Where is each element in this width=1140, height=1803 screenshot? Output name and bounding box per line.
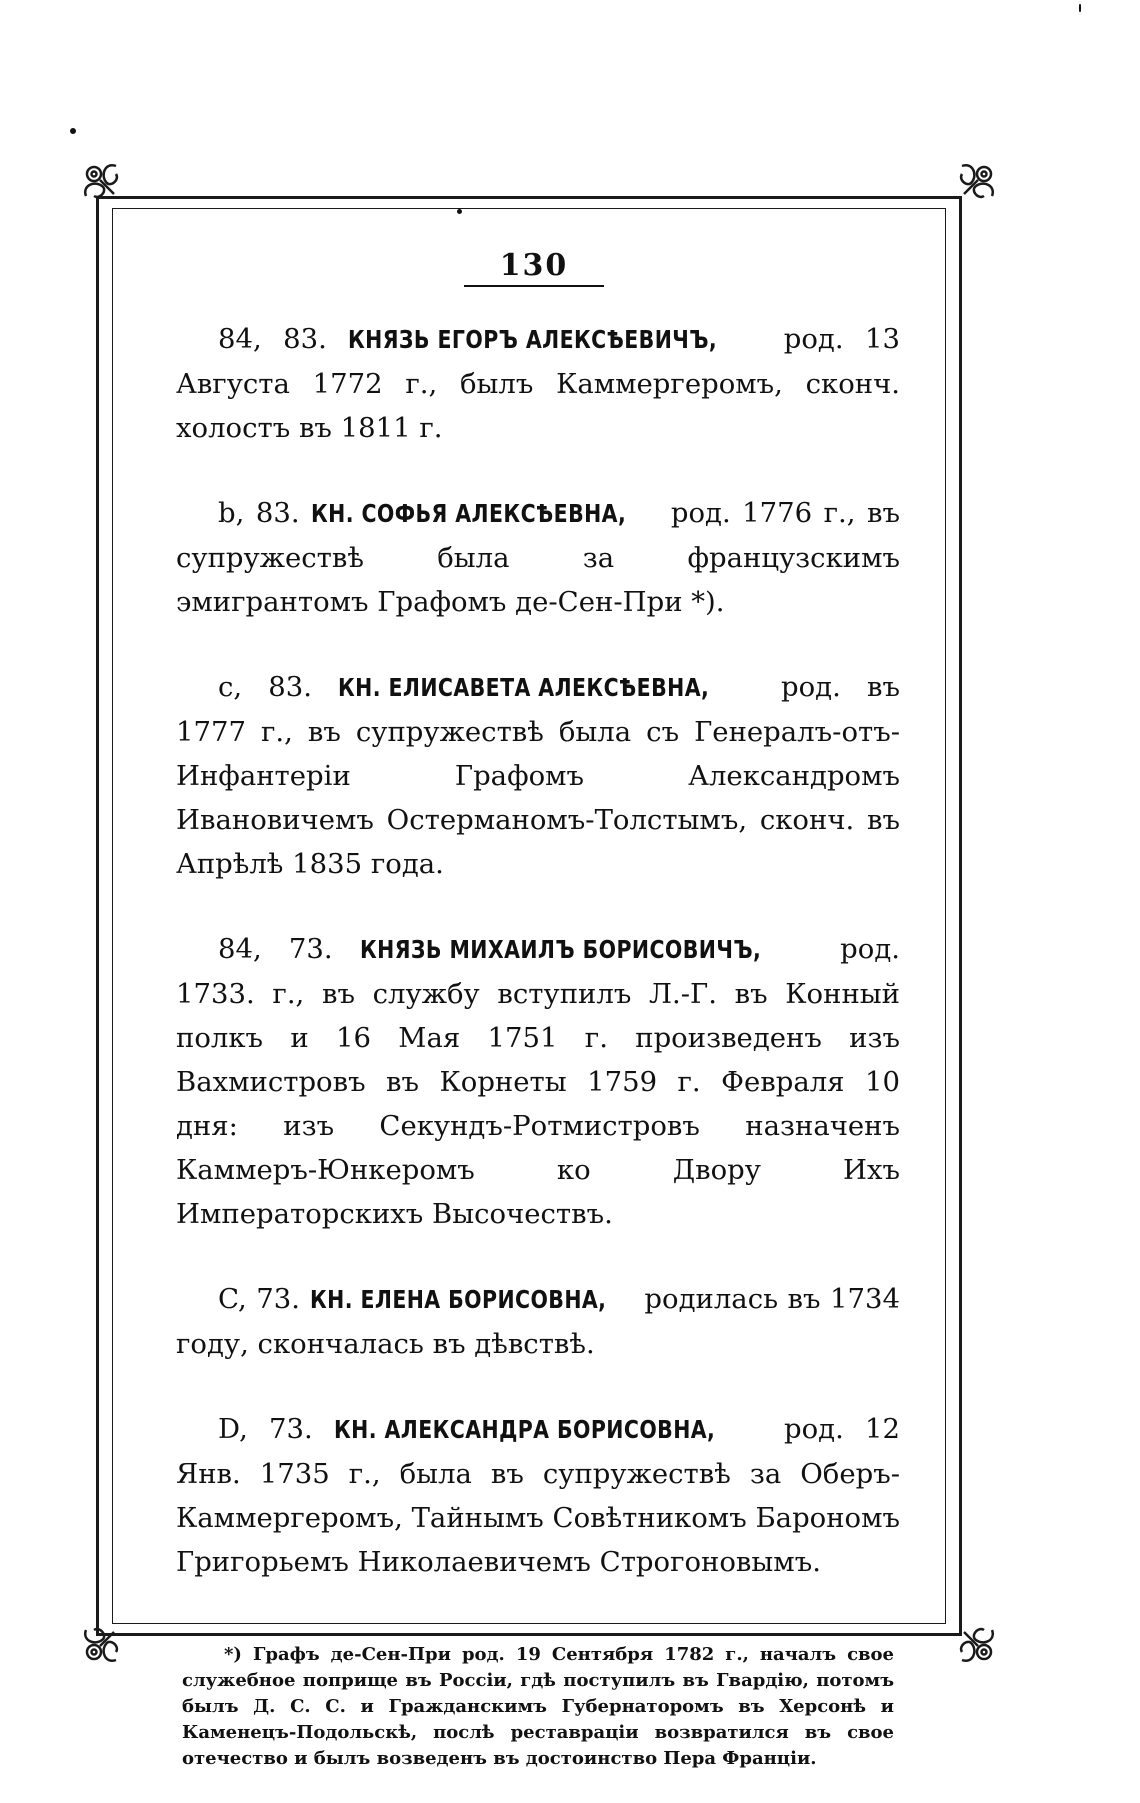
genealogy-entry [176, 665, 900, 886]
genealogy-entry [176, 1407, 900, 1584]
entry-number: C, 73. [218, 1283, 301, 1315]
corner-ornament-icon [80, 1596, 150, 1666]
genealogy-entry [176, 317, 900, 450]
entry-text: род. 1733. г., въ службу вступилъ Л.-Г. въ Конный полкъ и 16 Мая 1751 г. произведенъ изъ Вахмистровъ въ Корнеты 1759 г. Февраля 10 дня: изъ Секундъ-Ротмистровъ назначенъ Каммеръ-Юнкеромъ ко Двору Ихъ Императорскихъ Высочествъ. [176, 933, 901, 1230]
page-content [176, 248, 900, 1790]
scan-speck [70, 128, 76, 134]
entry-text: родилась въ 1734 году, скончалась въ дѣвствѣ. [176, 1283, 900, 1360]
entry-name: КНЯЗЬ МИХАИЛЪ БОРИСОВИЧЪ, [359, 935, 761, 964]
entry-text: род. 1776 г., въ супружествѣ была за французскимъ эмигрантомъ Графомъ де-Сен-При *). [176, 497, 900, 618]
entry-number: c, 83. [218, 671, 313, 703]
corner-ornament-icon [928, 1596, 998, 1666]
corner-ornament-icon [928, 160, 998, 230]
scan-speck [457, 209, 462, 214]
entry-name: КН. ЕЛЕНА БОРИСОВНА, [309, 1285, 606, 1314]
genealogy-entry [176, 1277, 900, 1366]
entry-number: 84, 83. [218, 323, 327, 355]
scan-speck [1079, 4, 1081, 12]
entry-name: КН. СОФЬЯ АЛЕКСѢЕВНА, [311, 499, 627, 528]
entry-text: род. 12 Янв. 1735 г., была въ супружествѣ за Оберъ-Каммергеромъ, Тайнымъ Совѣтникомъ Барономъ Григорьемъ Николаевичемъ Строгоновымъ. [176, 1413, 900, 1578]
corner-ornament-icon [80, 160, 150, 230]
entry-name: КН. ЕЛИСАВЕТА АЛЕКСѢЕВНА, [338, 673, 710, 702]
page-number: 130 [464, 248, 604, 287]
entry-text: род. въ 1777 г., въ супружествѣ была съ Генералъ-отъ-Инфантеріи Графомъ Александромъ Ивановичемъ Остерманомъ-Толстымъ, сконч. въ Апрѣлѣ 1835 года. [176, 671, 900, 880]
entry-number: b, 83. [218, 497, 300, 529]
entry-text: род. 13 Августа 1772 г., былъ Каммергеромъ, сконч. холостъ въ 1811 г. [176, 323, 900, 444]
entry-number: 84, 73. [218, 933, 333, 965]
genealogy-entry [176, 491, 900, 624]
footnote [176, 1642, 900, 1772]
entry-number: D, 73. [218, 1413, 313, 1445]
entry-name: КНЯЗЬ ЕГОРЪ АЛЕКСѢЕВИЧЪ, [348, 325, 718, 354]
footnote-mark: *) [224, 1644, 242, 1665]
footnote-text: Графъ де-Сен-При род. 19 Сентября 1782 г., началъ свое служебное поприще въ Россіи, гдѣ поступилъ въ Гвардію, потомъ былъ Д. С. С. и Гражданскимъ Губернаторомъ въ Херсонѣ и Каменецъ-Подольскѣ, послѣ реставраціи возвратился въ свое отечество и былъ возведенъ въ достоинство Пера Франціи. [182, 1644, 894, 1769]
entry-name: КН. АЛЕКСАНДРА БОРИСОВНА, [333, 1415, 716, 1444]
genealogy-entry [176, 927, 900, 1236]
